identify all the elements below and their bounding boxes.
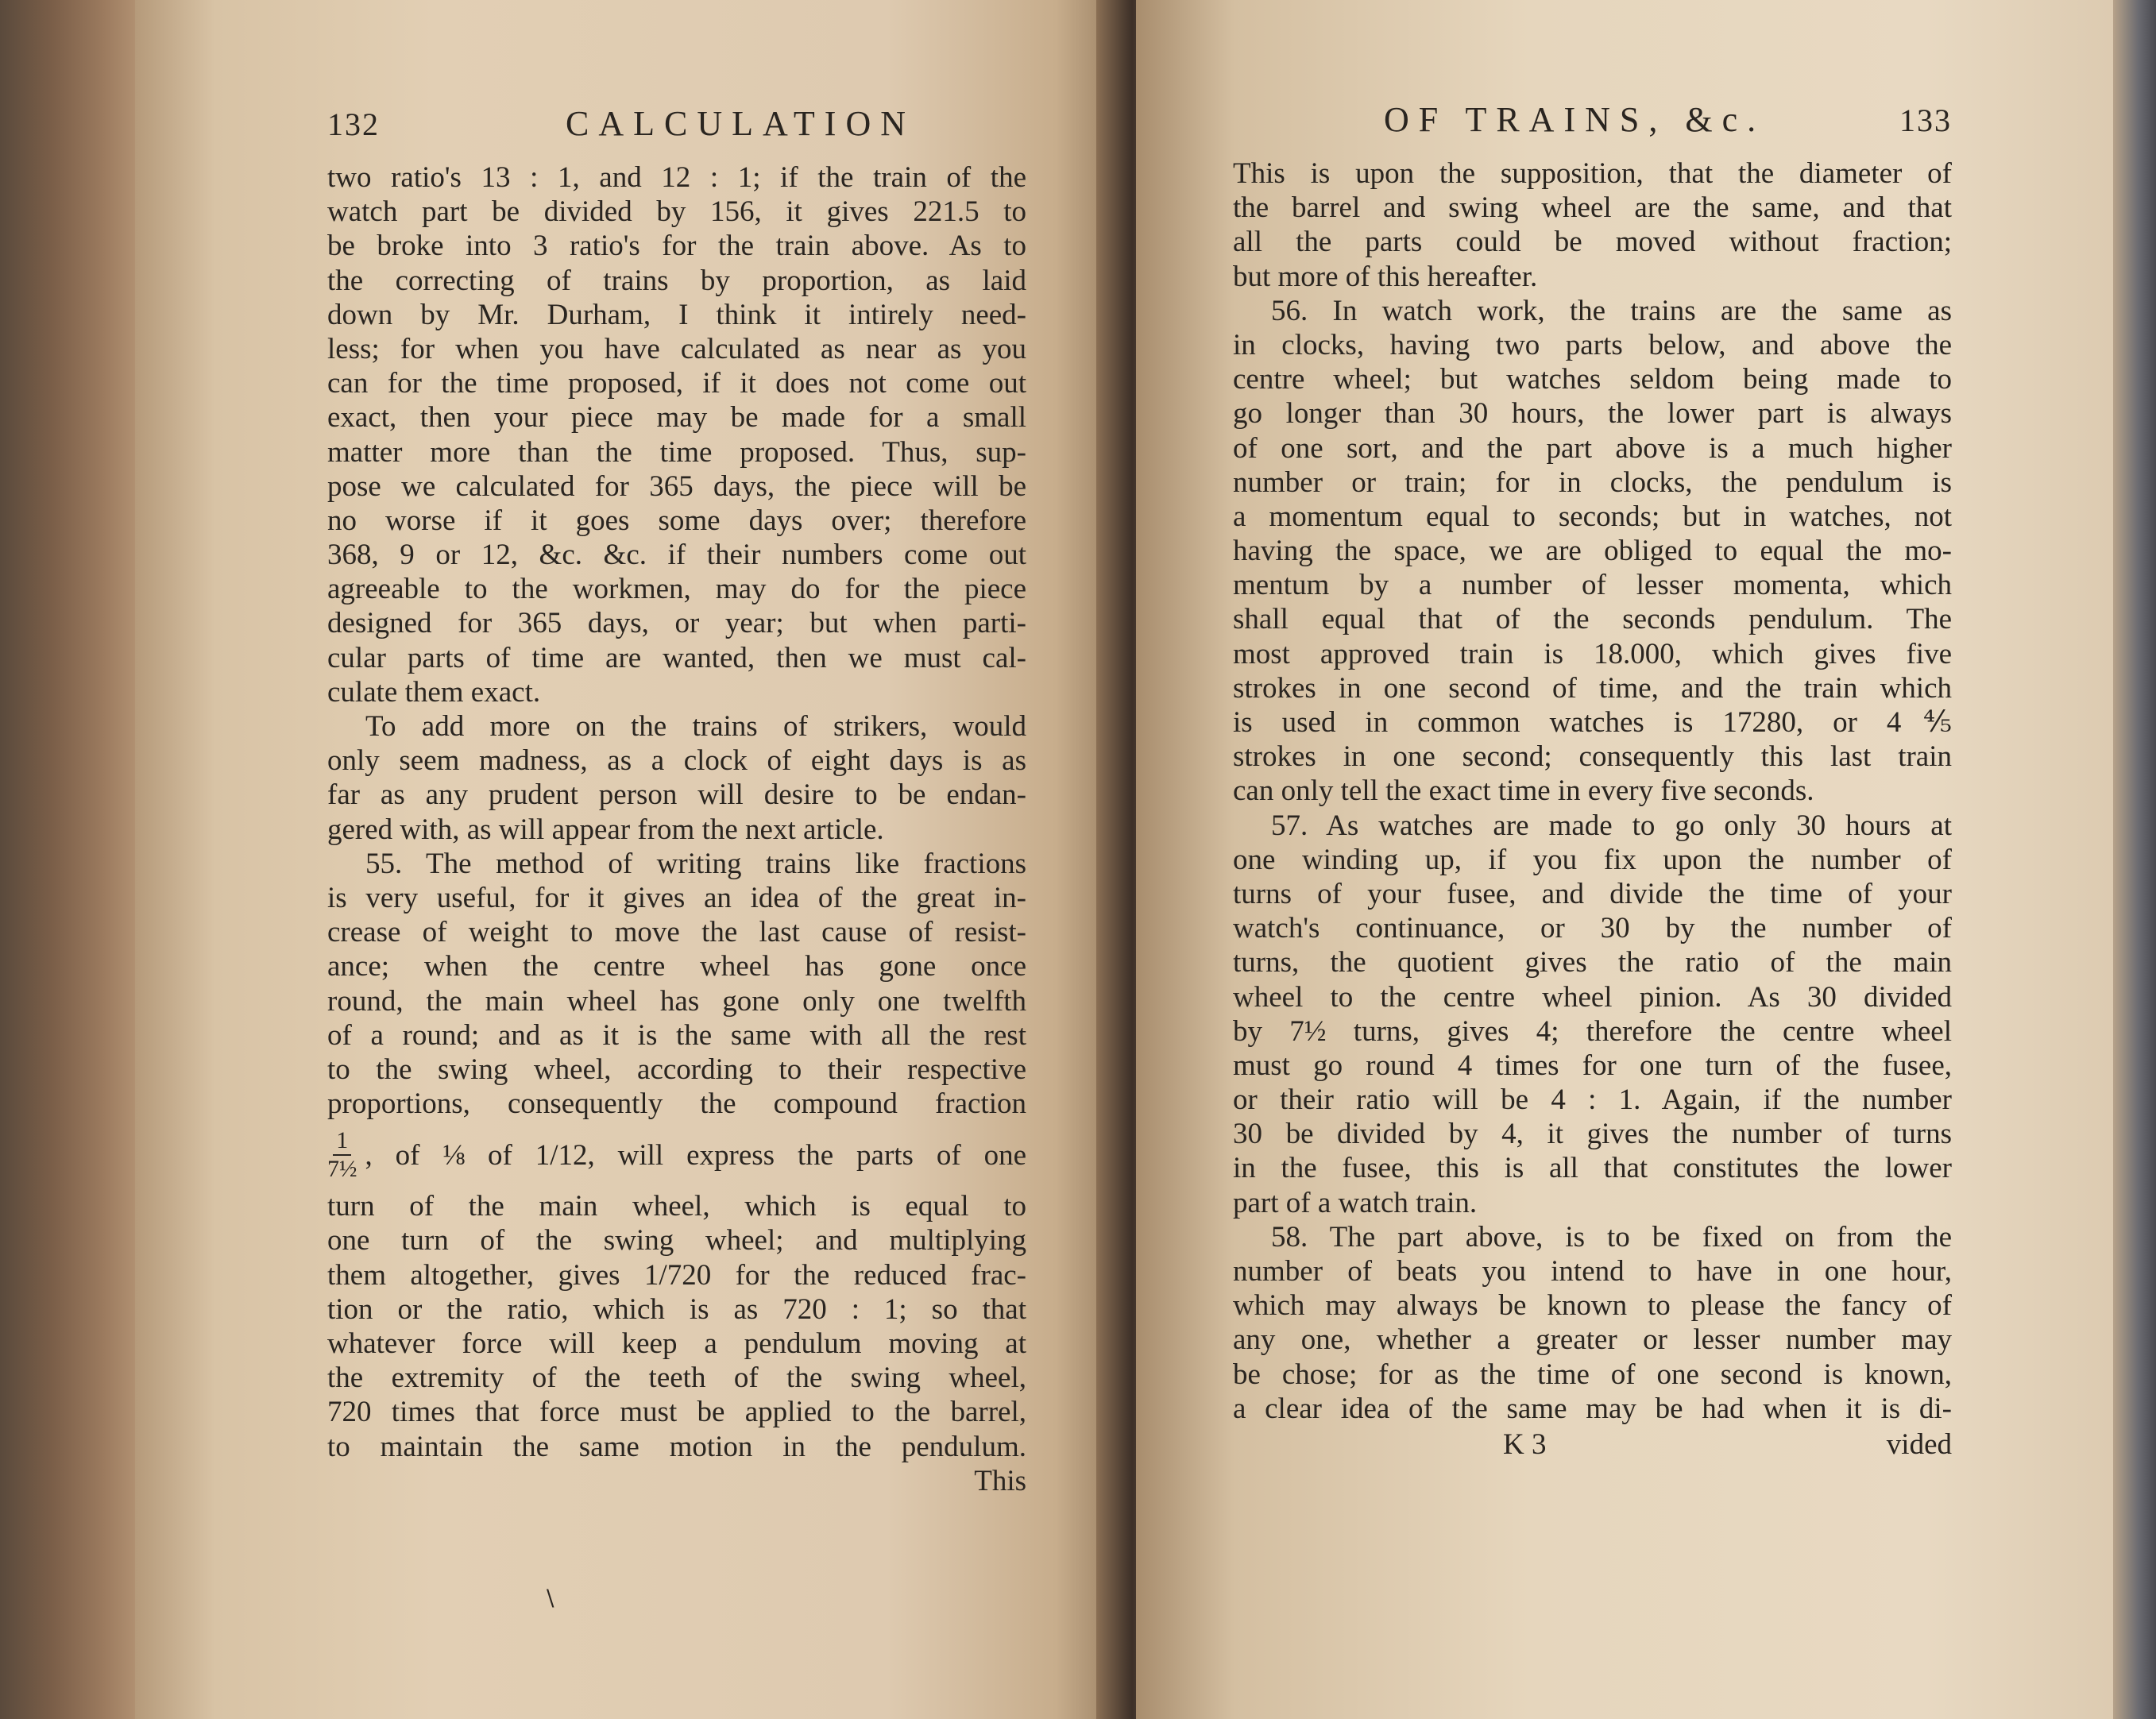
right-page-edge: [2113, 0, 2156, 1719]
stray-mark: \: [547, 1585, 554, 1611]
text-line: far as any prudent person will desire to be endan-: [327, 778, 1026, 812]
text-line: culate them exact.: [327, 675, 541, 709]
text-line: cular parts of time are wanted, then we must cal-: [327, 641, 1026, 674]
text-line: can only tell the exact time in every five seconds.: [1233, 775, 1814, 808]
text-line: 55. The method of writing trains like fractions: [365, 847, 1026, 880]
right-running-title: OF TRAINS, &c.: [1384, 100, 1766, 139]
left-running-head: [327, 103, 1026, 154]
text-line: To add more on the trains of strikers, would: [365, 710, 1026, 743]
text-line: 368, 9 or 12, &c. &c. if their numbers come out: [327, 539, 1026, 572]
left-body-before-fraction: [327, 160, 1026, 1121]
text-line: centre wheel; but watches seldom being made to: [1233, 363, 1952, 396]
text-line: is very useful, for it gives an idea of the great in-: [327, 881, 1026, 914]
text-line: which may always be known to please the fancy of: [1233, 1289, 1952, 1323]
text-line: 720 times that force must be applied to the barrel,: [327, 1396, 1026, 1429]
text-line: watch's continuance, or 30 by the number of: [1233, 912, 1952, 945]
text-line: wheel to the centre wheel pinion. As 30 divided: [1233, 980, 1952, 1014]
text-line: turn of the main wheel, which is equal to: [327, 1190, 1026, 1223]
text-line: This: [974, 1464, 1026, 1497]
catchword: vided: [1886, 1427, 1952, 1461]
left-body-after-fraction: [327, 1189, 1026, 1498]
fraction-line-text: , of ⅛ of 1/12, will express the parts of one: [365, 1138, 1026, 1172]
text-line: to maintain the same motion in the pendulum.: [327, 1430, 1026, 1463]
text-line: any one, whether a greater or lesser number may: [1233, 1323, 1952, 1357]
text-line: strokes in one second of time, and the train which: [1233, 671, 1952, 705]
fraction-numerator: 1: [333, 1127, 351, 1156]
text-line: proportions, consequently the compound fraction: [327, 1087, 1026, 1121]
text-line: round, the main wheel has gone only one twelfth: [327, 984, 1026, 1018]
left-page-edge: [0, 0, 147, 1719]
text-line: a clear idea of the same may be had when it is di-: [1233, 1392, 1952, 1425]
text-line: in clocks, having two parts below, and above the: [1233, 328, 1952, 361]
text-line: of a round; and as it is the same with all the rest: [327, 1018, 1026, 1052]
text-line: only seem madness, as a clock of eight days is as: [327, 744, 1026, 778]
text-line: less; for when you have calculated as near as you: [327, 332, 1026, 365]
text-line: exact, then your piece may be made for a small: [327, 401, 1026, 435]
fraction-denominator: 7½: [327, 1156, 357, 1183]
text-line: all the parts could be moved without fraction;: [1233, 226, 1952, 259]
stacked-fraction: [327, 1127, 357, 1183]
text-line: down by Mr. Durham, I think it intirely need-: [327, 298, 1026, 331]
compound-fraction-line: [327, 1121, 1026, 1189]
text-line: the extremity of the teeth of the swing wheel,: [327, 1362, 1026, 1395]
text-line: part of a watch train.: [1233, 1186, 1478, 1219]
text-line: ance; when the centre wheel has gone once: [327, 950, 1026, 983]
left-page-text: [327, 103, 1026, 1498]
text-line: designed for 365 days, or year; but when parti-: [327, 607, 1026, 640]
text-line: of one sort, and the part above is a much higher: [1233, 431, 1952, 465]
text-line: one turn of the swing wheel; and multiplying: [327, 1224, 1026, 1257]
text-line: shall equal that of the seconds pendulum. The: [1233, 603, 1952, 636]
text-line: pose we calculated for 365 days, the piece will be: [327, 469, 1026, 503]
text-line: a momentum equal to seconds; but in watches, not: [1233, 500, 1952, 533]
text-line: is used in common watches is 17280, or 4⅘: [1233, 706, 1952, 739]
text-line: whatever force will keep a pendulum moving at: [327, 1327, 1026, 1360]
text-line: watch part be divided by 156, it gives 221.5 to: [327, 195, 1026, 229]
text-line: or their ratio will be 4 : 1. Again, if the number: [1233, 1084, 1952, 1117]
text-line: the correcting of trains by proportion, as laid: [327, 264, 1026, 297]
text-line: no worse if it goes some days over; therefore: [327, 504, 1026, 537]
text-line: agreeable to the workmen, may do for the piece: [327, 573, 1026, 606]
text-line: mentum by a number of lesser momenta, which: [1233, 569, 1952, 602]
right-page-number: 133: [1899, 102, 1952, 138]
text-line: strokes in one second; consequently this last train: [1233, 740, 1952, 774]
text-line: tion or the ratio, which is as 720 : 1; so that: [327, 1292, 1026, 1326]
left-running-title: CALCULATION: [566, 104, 915, 143]
text-line: two ratio's 13 : 1, and 12 : 1; if the train of the: [327, 161, 1026, 194]
text-line: number or train; for in clocks, the pendulum is: [1233, 465, 1952, 499]
text-line: one winding up, if you fix upon the number of: [1233, 843, 1952, 876]
text-line: by 7½ turns, gives 4; therefore the centre wheel: [1233, 1014, 1952, 1048]
right-page-text: [1233, 99, 1952, 1462]
text-line: can for the time proposed, if it does not come out: [327, 367, 1026, 400]
text-line: 30 be divided by 4, it gives the number of turns: [1233, 1118, 1952, 1151]
left-page-number: 132: [327, 106, 380, 142]
text-line: 57. As watches are made to go only 30 hours at: [1271, 809, 1952, 842]
signature-mark: K 3: [1503, 1427, 1547, 1461]
text-line: go longer than 30 hours, the lower part is always: [1233, 397, 1952, 431]
text-line: matter more than the time proposed. Thus, sup-: [327, 435, 1026, 469]
text-line: most approved train is 18.000, which gives five: [1233, 637, 1952, 670]
text-line: crease of weight to move the last cause of resist-: [327, 916, 1026, 949]
text-line: the barrel and swing wheel are the same, and that: [1233, 191, 1952, 225]
text-line: turns of your fusee, and divide the time of your: [1233, 877, 1952, 910]
text-line: gered with, as will appear from the next article.: [327, 813, 884, 846]
text-line: but more of this hereafter.: [1233, 260, 1538, 293]
right-body: [1233, 156, 1952, 1426]
text-line: be broke into 3 ratio's for the train above. As to: [327, 230, 1026, 263]
text-line: turns, the quotient gives the ratio of the main: [1233, 946, 1952, 979]
right-running-head: [1233, 99, 1952, 150]
text-line: 58. The part above, is to be fixed on from the: [1271, 1220, 1952, 1254]
text-line: be chose; for as the time of one second is known,: [1233, 1358, 1952, 1391]
text-line: number of beats you intend to have in one hour,: [1233, 1255, 1952, 1288]
text-line: having the space, we are obliged to equal the mo-: [1233, 535, 1952, 568]
text-line: them altogether, gives 1/720 for the reduced frac-: [327, 1258, 1026, 1292]
text-line: 56. In watch work, the trains are the same as: [1271, 294, 1952, 327]
text-line: in the fusee, this is all that constitutes the lower: [1233, 1152, 1952, 1185]
text-line: must go round 4 times for one turn of the fusee,: [1233, 1049, 1952, 1082]
page-footer: [1233, 1427, 1952, 1462]
text-line: to the swing wheel, according to their respective: [327, 1053, 1026, 1086]
text-line: This is upon the supposition, that the diameter of: [1233, 157, 1952, 190]
